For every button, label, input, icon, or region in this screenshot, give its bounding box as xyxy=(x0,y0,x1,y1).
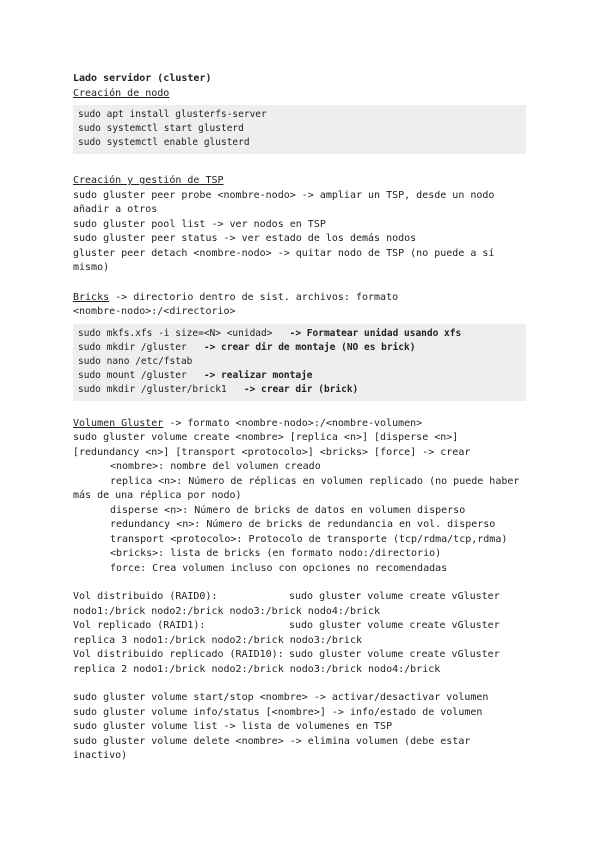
example-row xyxy=(73,619,528,634)
code-desc: -> realizar montaje xyxy=(203,369,313,381)
param-line: disperse <n>: Número de bricks de datos en volumen disperso xyxy=(110,504,466,516)
param-line: replica <n>: Número de réplicas en volumen replicado (no puede haber xyxy=(110,475,520,487)
example-row xyxy=(73,648,528,663)
bricks-intro xyxy=(73,291,528,306)
code-block-bricks xyxy=(73,324,526,401)
example-label: Vol distribuido (RAID0): xyxy=(73,591,218,602)
example-row xyxy=(73,590,528,605)
bricks-intro-text: -> directorio dentro de sist. archivos: formato xyxy=(109,291,399,303)
example-cmd: sudo gluster volume create vGluster xyxy=(289,649,500,660)
code-cmd: sudo nano /etc/fstab xyxy=(78,355,193,367)
param-line: <bricks>: lista de bricks (en formato nodo:/directorio) xyxy=(110,548,442,559)
param-line: transport <protocolo>: Protocolo de transporte (tcp/rdma/tcp,rdma) xyxy=(110,533,508,545)
volumen-intro xyxy=(73,417,528,432)
section-subtitle-nodo: Creación de nodo xyxy=(73,87,170,99)
bricks-intro-line2: <nombre-nodo>:/<directorio> xyxy=(73,306,236,317)
param-line: force: Crea volumen incluso con opciones no recomendadas xyxy=(110,562,448,574)
code-line xyxy=(78,369,521,383)
text-line: sudo gluster pool list -> ver nodos en TSP xyxy=(73,218,326,230)
text-line: sudo gluster volume delete <nombre> -> elimina volumen (debe estar inactivo) xyxy=(73,735,477,761)
text-line: sudo gluster peer probe <nombre-nodo> -> ampliar un TSP, desde un nodo añadir a otros xyxy=(73,189,501,215)
example-cmd: sudo gluster volume create vGluster xyxy=(289,591,500,602)
code-desc: -> crear dir (brick) xyxy=(243,383,359,395)
text-line: gluster peer detach <nombre-nodo> -> quitar nodo de TSP (no puede a sí mismo) xyxy=(73,247,501,273)
param-line: redundancy <n>: Número de bricks de redundancia en vol. disperso xyxy=(110,519,496,530)
code-cmd: sudo mkdir /gluster xyxy=(78,341,204,353)
example-cmd: sudo gluster volume create vGluster xyxy=(289,620,500,631)
param-line: <nombre>: nombre del volumen creado xyxy=(110,461,321,472)
param-line-continuation: más de una réplica por nodo) xyxy=(73,490,242,501)
example-label: Vol replicado (RAID1): xyxy=(73,620,206,631)
section-subtitle-tsp: Creación y gestión de TSP xyxy=(73,175,224,186)
section-title: Lado servidor (cluster) xyxy=(73,73,212,84)
code-desc: -> Formatear unidad usando xfs xyxy=(289,327,462,339)
text-line: sudo gluster volume list -> lista de volumenes en TSP xyxy=(73,721,393,732)
text-line: sudo gluster peer status -> ver estado de los demás nodos xyxy=(73,233,417,244)
section-subtitle-bricks: Bricks xyxy=(73,291,110,303)
text-line: sudo gluster volume info/status [<nombre>] -> info/estado de volumen xyxy=(73,706,483,718)
code-line: sudo apt install glusterfs-server xyxy=(78,109,267,120)
code-line: sudo systemctl start glusterd xyxy=(78,123,244,134)
code-line xyxy=(78,355,521,369)
example-label: Vol distribuido replicado (RAID10): xyxy=(73,649,284,660)
code-line: sudo systemctl enable glusterd xyxy=(78,137,250,148)
volume-create-syntax: sudo gluster volume create <nombre> [replica <n>] [disperse <n>] [redundancy <n>] [transport <protocolo>] <bricks> [force] -> crear xyxy=(73,432,471,458)
code-cmd: sudo mount /gluster xyxy=(78,369,204,381)
code-cmd: sudo mkdir /gluster/brick1 xyxy=(78,383,244,395)
code-desc: -> crear dir de montaje (NO es brick) xyxy=(203,341,416,353)
code-line xyxy=(78,341,521,355)
code-line xyxy=(78,327,521,341)
example-cont: nodo1:/brick nodo2:/brick nodo3:/brick nodo4:/brick xyxy=(73,605,381,617)
example-cont: replica 3 nodo1:/brick nodo2:/brick nodo3:/brick xyxy=(73,634,362,646)
code-block-install xyxy=(73,105,526,154)
text-line: sudo gluster volume start/stop <nombre> -> activar/desactivar volumen xyxy=(73,692,489,703)
code-line xyxy=(78,383,521,397)
example-cont: replica 2 nodo1:/brick nodo2:/brick nodo3:/brick nodo4:/brick xyxy=(73,663,441,675)
code-cmd: sudo mkfs.xfs -i size=<N> <unidad> xyxy=(78,327,290,339)
document-body xyxy=(73,72,528,764)
section-subtitle-volumen: Volumen Gluster xyxy=(73,417,164,429)
volumen-intro-text: -> formato <nombre-nodo>:/<nombre-volumen> xyxy=(163,417,423,429)
